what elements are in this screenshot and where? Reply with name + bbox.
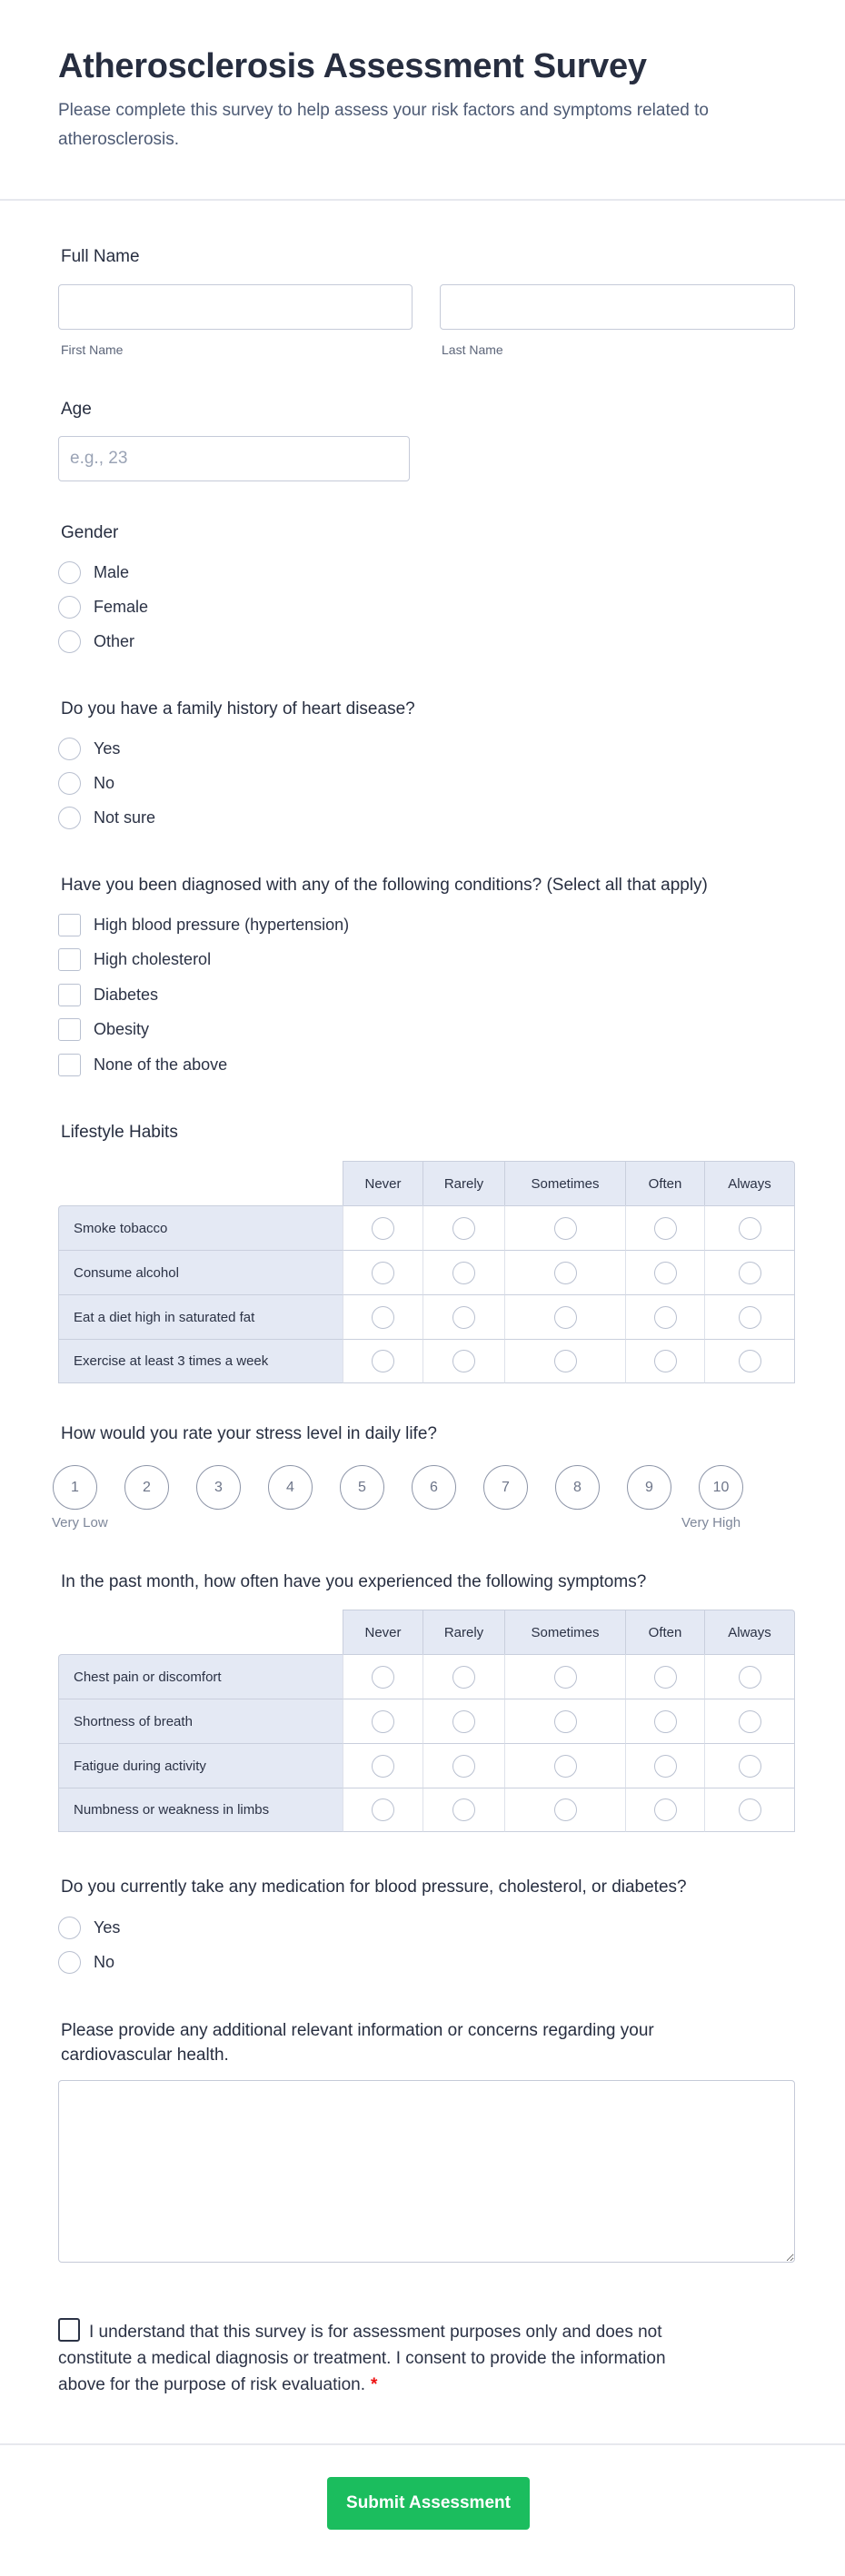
lifestyle-matrix [58, 1161, 795, 1383]
matrix-radio-button[interactable] [739, 1306, 761, 1329]
matrix-radio-button[interactable] [452, 1306, 475, 1329]
matrix-radio-button[interactable] [739, 1262, 761, 1284]
matrix-column-header: Often [625, 1610, 704, 1654]
matrix-cell [625, 1743, 704, 1788]
matrix-radio-button[interactable] [554, 1350, 577, 1372]
required-marker: * [370, 2375, 378, 2394]
page-subtitle: Please complete this survey to help assess your risk factors and symptoms related to atherosclerosis. [58, 101, 709, 149]
matrix-column-header: Often [625, 1161, 704, 1205]
matrix-radio-button[interactable] [452, 1350, 475, 1372]
option-label: No [94, 1952, 115, 1971]
matrix-header-row [58, 1610, 795, 1654]
matrix-cell [704, 1339, 795, 1383]
checkbox[interactable] [58, 948, 81, 971]
stress-option-10[interactable]: 10 [699, 1465, 743, 1510]
matrix-radio-button[interactable] [739, 1755, 761, 1778]
matrix-radio-button[interactable] [452, 1666, 475, 1689]
option-label: High cholesterol [94, 949, 212, 968]
matrix-cell [343, 1205, 422, 1250]
condition-diabetes[interactable] [58, 983, 158, 1006]
lifestyle-label: Lifestyle Habits [61, 1123, 178, 1142]
matrix-column-header: Rarely [422, 1161, 504, 1205]
matrix-row-label: Chest pain or discomfort [58, 1654, 343, 1699]
matrix-cell [504, 1339, 625, 1383]
matrix-cell [504, 1699, 625, 1743]
matrix-cell [504, 1654, 625, 1699]
matrix-cell [504, 1788, 625, 1832]
footer-divider [0, 2443, 845, 2445]
matrix-cell [343, 1250, 422, 1294]
family-history-option-not-sure[interactable] [58, 806, 155, 829]
radio-button[interactable] [58, 596, 81, 619]
matrix-cell [422, 1294, 504, 1339]
matrix-cell [704, 1294, 795, 1339]
page-title: Atherosclerosis Assessment Survey [58, 47, 647, 85]
matrix-column-header: Never [343, 1610, 422, 1654]
matrix-cell [625, 1788, 704, 1832]
matrix-cell [704, 1250, 795, 1294]
option-label: Not sure [94, 807, 156, 827]
matrix-radio-button[interactable] [372, 1217, 394, 1240]
matrix-cell [704, 1743, 795, 1788]
matrix-cell [625, 1294, 704, 1339]
matrix-cell [422, 1743, 504, 1788]
matrix-row-label: Smoke tobacco [58, 1205, 343, 1250]
matrix-radio-button[interactable] [372, 1755, 394, 1778]
matrix-cell [343, 1339, 422, 1383]
option-label: None of the above [94, 1055, 228, 1074]
matrix-row [58, 1250, 795, 1294]
matrix-radio-button[interactable] [452, 1798, 475, 1821]
matrix-cell [343, 1294, 422, 1339]
matrix-column-header: Sometimes [504, 1161, 625, 1205]
matrix-row [58, 1205, 795, 1250]
stress-label: How would you rate your stress level in daily life? [61, 1424, 437, 1443]
matrix-radio-button[interactable] [654, 1217, 677, 1240]
condition-hypertension[interactable] [58, 913, 349, 936]
matrix-cell [504, 1205, 625, 1250]
medication-option-no[interactable] [58, 1950, 114, 1974]
option-label: Male [94, 562, 130, 581]
matrix-column-header: Rarely [422, 1610, 504, 1654]
matrix-row [58, 1743, 795, 1788]
matrix-radio-button[interactable] [739, 1666, 761, 1689]
matrix-cell [343, 1788, 422, 1832]
matrix-cell [422, 1654, 504, 1699]
medication-label: Do you currently take any medication for blood pressure, cholesterol, or diabetes? [61, 1878, 687, 1897]
matrix-column-header: Never [343, 1161, 422, 1205]
age-input[interactable] [58, 436, 410, 481]
consent-checkbox[interactable] [58, 2318, 80, 2342]
matrix-radio-button[interactable] [654, 1350, 677, 1372]
gender-option-female[interactable] [58, 595, 148, 619]
matrix-cell [422, 1788, 504, 1832]
symptoms-label: In the past month, how often have you experienced the following symptoms? [61, 1572, 647, 1591]
matrix-cell [422, 1250, 504, 1294]
matrix-radio-button[interactable] [554, 1217, 577, 1240]
consent-field[interactable] [58, 2318, 712, 2398]
matrix-radio-button[interactable] [372, 1710, 394, 1733]
matrix-radio-button[interactable] [372, 1306, 394, 1329]
matrix-row [58, 1294, 795, 1339]
last-name-sublabel: Last Name [442, 342, 503, 357]
medication-option-yes[interactable] [58, 1916, 120, 1939]
matrix-column-header: Always [704, 1610, 795, 1654]
matrix-radio-button[interactable] [372, 1798, 394, 1821]
matrix-row-label: Numbness or weakness in limbs [58, 1788, 343, 1832]
family-history-label: Do you have a family history of heart disease? [61, 699, 415, 718]
matrix-cell [625, 1699, 704, 1743]
radio-button[interactable] [58, 738, 81, 760]
matrix-radio-button[interactable] [739, 1798, 761, 1821]
matrix-row [58, 1788, 795, 1832]
submit-button[interactable]: Submit Assessment [327, 2477, 530, 2530]
gender-option-other[interactable] [58, 629, 134, 653]
matrix-row-label: Fatigue during activity [58, 1743, 343, 1788]
matrix-radio-button[interactable] [372, 1666, 394, 1689]
matrix-cell [343, 1743, 422, 1788]
matrix-row-label: Consume alcohol [58, 1250, 343, 1294]
matrix-corner [58, 1610, 343, 1654]
last-name-input[interactable] [440, 284, 795, 330]
matrix-header-row [58, 1161, 795, 1205]
matrix-cell [625, 1339, 704, 1383]
matrix-row-label: Exercise at least 3 times a week [58, 1339, 343, 1383]
checkbox[interactable] [58, 1054, 81, 1076]
matrix-radio-button[interactable] [452, 1262, 475, 1284]
additional-info-label: Please provide any additional relevant information or concerns regarding your cardiovascular health. [61, 2021, 654, 2065]
first-name-sublabel: First Name [61, 342, 124, 357]
age-label: Age [61, 400, 92, 419]
condition-none[interactable] [58, 1053, 227, 1076]
checkbox[interactable] [58, 1018, 81, 1041]
matrix-row [58, 1654, 795, 1699]
stress-option-4[interactable]: 4 [268, 1465, 313, 1510]
matrix-cell [625, 1654, 704, 1699]
matrix-cell [504, 1250, 625, 1294]
matrix-cell [504, 1294, 625, 1339]
full-name-label: Full Name [61, 247, 140, 266]
stress-option-6[interactable]: 6 [412, 1465, 456, 1510]
option-label: Obesity [94, 1019, 150, 1038]
condition-cholesterol[interactable] [58, 947, 211, 971]
matrix-radio-button[interactable] [654, 1262, 677, 1284]
matrix-radio-button[interactable] [452, 1755, 475, 1778]
matrix-radio-button[interactable] [554, 1666, 577, 1689]
option-label: No [94, 773, 115, 792]
stress-option-8[interactable]: 8 [555, 1465, 600, 1510]
radio-button[interactable] [58, 807, 81, 829]
stress-option-2[interactable]: 2 [124, 1465, 169, 1510]
consent-text: I understand that this survey is for assessment purposes only and does not constitute a medical diagnosis or treatment. I consent to provide the information above for the purpose of risk evaluation. [58, 2323, 666, 2394]
matrix-cell [704, 1699, 795, 1743]
stress-option-7[interactable]: 7 [483, 1465, 528, 1510]
matrix-radio-button[interactable] [554, 1755, 577, 1778]
matrix-radio-button[interactable] [739, 1710, 761, 1733]
option-label: Yes [94, 738, 121, 758]
matrix-cell [625, 1205, 704, 1250]
stress-option-9[interactable]: 9 [627, 1465, 671, 1510]
option-label: Female [94, 597, 149, 616]
matrix-corner [58, 1161, 343, 1205]
matrix-cell [704, 1654, 795, 1699]
gender-label: Gender [61, 523, 119, 542]
family-history-option-no[interactable] [58, 771, 114, 795]
stress-option-5[interactable]: 5 [340, 1465, 384, 1510]
matrix-cell [504, 1743, 625, 1788]
symptoms-matrix [58, 1610, 795, 1832]
matrix-radio-button[interactable] [554, 1710, 577, 1733]
stress-option-3[interactable]: 3 [196, 1465, 241, 1510]
matrix-radio-button[interactable] [452, 1217, 475, 1240]
matrix-row-label: Shortness of breath [58, 1699, 343, 1743]
matrix-radio-button[interactable] [739, 1350, 761, 1372]
matrix-radio-button[interactable] [654, 1666, 677, 1689]
matrix-cell [422, 1699, 504, 1743]
checkbox[interactable] [58, 914, 81, 936]
option-label: Other [94, 631, 135, 650]
matrix-cell [343, 1699, 422, 1743]
matrix-radio-button[interactable] [452, 1710, 475, 1733]
matrix-radio-button[interactable] [654, 1755, 677, 1778]
radio-button[interactable] [58, 561, 81, 584]
conditions-label: Have you been diagnosed with any of the following conditions? (Select all that apply) [61, 876, 708, 895]
matrix-radio-button[interactable] [654, 1710, 677, 1733]
option-label: High blood pressure (hypertension) [94, 915, 350, 934]
gender-option-male[interactable] [58, 560, 129, 584]
matrix-cell [704, 1788, 795, 1832]
matrix-radio-button[interactable] [654, 1306, 677, 1329]
matrix-row [58, 1339, 795, 1383]
radio-button[interactable] [58, 630, 81, 653]
matrix-row [58, 1699, 795, 1743]
stress-low-label: Very Low [52, 1515, 108, 1531]
matrix-radio-button[interactable] [739, 1217, 761, 1240]
option-label: Diabetes [94, 985, 159, 1004]
radio-button[interactable] [58, 772, 81, 795]
additional-info-textarea[interactable] [58, 2080, 795, 2263]
matrix-cell [343, 1654, 422, 1699]
matrix-radio-button[interactable] [554, 1306, 577, 1329]
condition-obesity[interactable] [58, 1017, 149, 1041]
first-name-input[interactable] [58, 284, 413, 330]
matrix-cell [704, 1205, 795, 1250]
matrix-cell [422, 1339, 504, 1383]
matrix-cell [422, 1205, 504, 1250]
header-divider [0, 199, 845, 201]
matrix-column-header: Sometimes [504, 1610, 625, 1654]
option-label: Yes [94, 1917, 121, 1937]
matrix-column-header: Always [704, 1161, 795, 1205]
matrix-row-label: Eat a diet high in saturated fat [58, 1294, 343, 1339]
stress-high-label: Very High [681, 1515, 741, 1531]
family-history-option-yes[interactable] [58, 737, 120, 760]
stress-option-1[interactable]: 1 [53, 1465, 97, 1510]
matrix-radio-button[interactable] [554, 1262, 577, 1284]
checkbox[interactable] [58, 984, 81, 1006]
matrix-radio-button[interactable] [654, 1798, 677, 1821]
matrix-radio-button[interactable] [554, 1798, 577, 1821]
matrix-radio-button[interactable] [372, 1262, 394, 1284]
stress-scale [53, 1465, 743, 1511]
matrix-radio-button[interactable] [372, 1350, 394, 1372]
radio-button[interactable] [58, 1951, 81, 1974]
matrix-cell [625, 1250, 704, 1294]
radio-button[interactable] [58, 1917, 81, 1939]
